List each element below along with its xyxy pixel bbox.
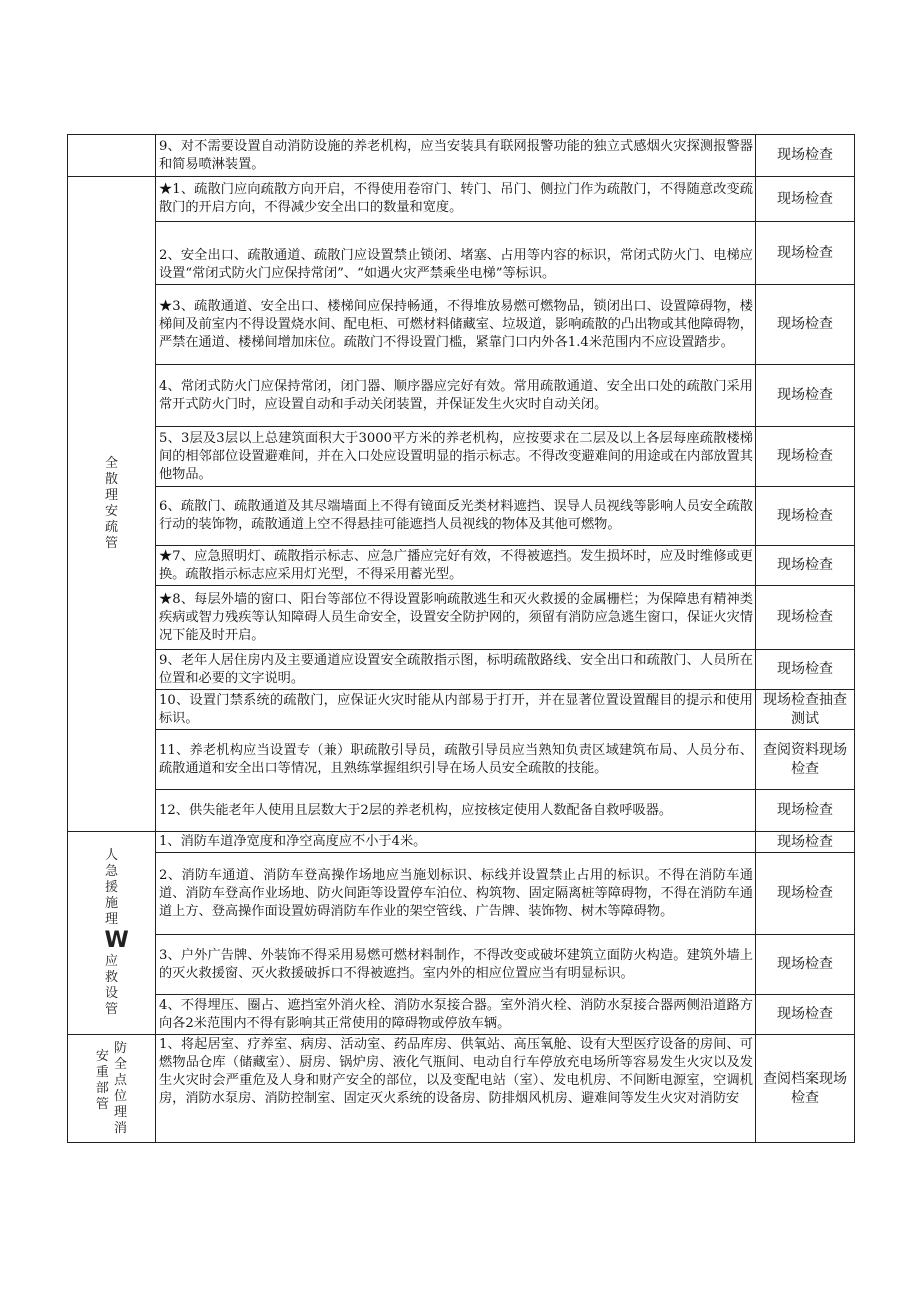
table-row	[68, 365, 855, 427]
category-char: 全	[104, 456, 118, 471]
inspection-method: 现场检查抽查测试	[756, 690, 855, 730]
inspection-method: 查阅档案现场检查	[756, 1035, 855, 1143]
inspection-method: 查阅资料现场检查	[756, 730, 855, 790]
inspection-method: 现场检查	[756, 935, 855, 995]
table-row	[68, 1035, 855, 1143]
category-evacuation	[68, 177, 156, 832]
requirement-text: 2、消防车通道、消防车登高操作场地应当施划标识、标线并设置禁止占用的标识。不得在消防车通道、消防车登高作业场地、防火间距等设置停车泊位、构筑物、固定隔离桩等障碍物，不得在消防车通道上方、登高操作面设置妨碍消防车作业的架空管线、广告牌、装饰物、树木等障碍物。	[156, 853, 756, 935]
category-char: 管	[104, 536, 118, 551]
category-char: 散	[104, 472, 118, 487]
category-key-areas	[68, 1035, 156, 1143]
inspection-method: 现场检查	[756, 285, 855, 365]
inspection-method: 现场检查	[756, 546, 855, 586]
inspection-method: 现场检查	[756, 177, 855, 222]
category-char: 援	[104, 880, 118, 895]
category-mark: W	[104, 928, 129, 953]
fire-safety-checklist-table	[67, 134, 855, 1143]
table-row	[68, 730, 855, 790]
table-row	[68, 135, 855, 177]
category-char: 重	[95, 1064, 109, 1080]
inspection-method: 现场检查	[756, 487, 855, 546]
category-label-left	[104, 848, 129, 1018]
table-row	[68, 935, 855, 995]
category-label-col2	[114, 1041, 128, 1137]
table-row	[68, 177, 855, 222]
category-emergency-rescue	[68, 832, 156, 1035]
inspection-method: 现场检查	[756, 365, 855, 427]
category-char: 位	[114, 1088, 128, 1104]
requirement-text: 11、养老机构应当设置专（兼）职疏散引导员，疏散引导员应当熟知负责区域建筑布局、人员分布、疏散通道和安全出口等情况，且熟练掌握组织引导在场人员安全疏散的技能。	[156, 730, 756, 790]
category-char: 救	[104, 970, 118, 985]
category-char: 急	[104, 864, 118, 879]
inspection-method: 现场检查	[756, 853, 855, 935]
requirement-text: ★1、疏散门应向疏散方向开启，不得使用卷帘门、转门、吊门、侧拉门作为疏散门，不得随意改变疏散门的开启方向，不得减少安全出口的数量和宽度。	[156, 177, 756, 222]
table-row	[68, 285, 855, 365]
inspection-method: 现场检查	[756, 790, 855, 832]
category-char: 点	[114, 1072, 128, 1088]
category-char: 安	[104, 504, 118, 519]
inspection-method: 现场检查	[756, 995, 855, 1035]
category-char: 疏	[104, 520, 118, 535]
category-char: 防	[114, 1040, 128, 1056]
requirement-text: ★8、每层外墙的窗口、阳台等部位不得设置影响疏散逃生和灭火救援的金属栅栏；为保障患有精神类疾病或智力残疾等认知障碍人员生命安全，设置安全防护网的，须留有消防应急逃生窗口，保证火灾情况下能及时开启。	[156, 586, 756, 650]
category-cell-empty	[68, 135, 156, 177]
table-row	[68, 546, 855, 586]
table-row	[68, 853, 855, 935]
table-row	[68, 427, 855, 487]
requirement-text: 1、将起居室、疗养室、病房、活动室、药品库房、供氧站、高压氧舱、设有大型医疗设备的房间、可燃物品仓库（储藏室）、厨房、锅炉房、液化气瓶间、电动自行车停放充电场所等容易发生火灾以及发生火灾时会严重危及人身和财产安全的部位，以及变配电站（室）、发电机房、不间断电源室，空调机房，消防水泵房、消防控制室、固定灭火系统的设备房、防排烟风机房、避难间等发生火灾对消防安	[156, 1035, 756, 1143]
requirement-text: 3、户外广告牌、外装饰不得采用易燃可燃材料制作，不得改变或破坏建筑立面防火构造。建筑外墙上的灭火救援窗、灭火救援破拆口不得被遮挡。室内外的相应位置应当有明显标识。	[156, 935, 756, 995]
category-char: 应	[104, 954, 118, 969]
requirement-text: 5、3层及3层以上总建筑面积大于3000平方米的养老机构，应按要求在二层及以上各层每座疏散楼梯间的相邻部位设置避难间，并在入口处应设置明显的指示标志。不得改变避难间的用途或在内部放置其他物品。	[156, 427, 756, 487]
category-char: 理	[104, 488, 118, 503]
category-label-col1	[95, 1041, 109, 1113]
requirement-text: 6、疏散门、疏散通道及其尽端墙面上不得有镜面反光类材料遮挡、误导人员视线等影响人员安全疏散行动的装饰物，疏散通道上空不得悬挂可能遮挡人员视线的物体及其他可燃物。	[156, 487, 756, 546]
inspection-method: 现场检查	[756, 650, 855, 690]
table-row	[68, 586, 855, 650]
category-char: 理	[104, 912, 118, 927]
category-char: 消	[114, 1120, 128, 1136]
category-char: 人	[104, 848, 118, 863]
category-char: 全	[114, 1056, 128, 1072]
requirement-text: 4、不得埋压、圈占、遮挡室外消火栓、消防水泵接合器。室外消火栓、消防水泵接合器两侧沿道路方向各2米范围内不得有影响其正常使用的障碍物或停放车辆。	[156, 995, 756, 1035]
requirement-text: 9、老年人居住房内及主要通道应设置安全疏散指示图，标明疏散路线、安全出口和疏散门、人员所在位置和必要的文字说明。	[156, 650, 756, 690]
table-row	[68, 650, 855, 690]
inspection-method: 现场检查	[756, 222, 855, 285]
requirement-text: 12、供失能老年人使用且层数大于2层的养老机构，应按核定使用人数配备自救呼吸器。	[156, 790, 756, 832]
requirement-text: 4、常闭式防火门应保持常闭，闭门器、顺序器应完好有效。常用疏散通道、安全出口处的疏散门采用常开式防火门时，应设置自动和手动关闭装置，并保证发生火灾时自动关闭。	[156, 365, 756, 427]
table-row	[68, 832, 855, 853]
requirement-text: 10、设置门禁系统的疏散门，应保证火灾时能从内部易于打开，并在显著位置设置醒目的提示和使用标识。	[156, 690, 756, 730]
category-char: 施	[104, 896, 118, 911]
requirement-text: 1、消防车道净宽度和净空高度应不小于4米。	[156, 832, 756, 853]
table-row	[68, 790, 855, 832]
table-row	[68, 222, 855, 285]
inspection-method: 现场检查	[756, 427, 855, 487]
table-row	[68, 690, 855, 730]
category-char: 管	[104, 1002, 118, 1017]
category-char: 部	[95, 1080, 109, 1096]
requirement-text: 2、安全出口、疏散通道、疏散门应设置禁止锁闭、堵塞、占用等内容的标识，常闭式防火门、电梯应设置“常闭式防火门应保持常闭”、“如遇火灾严禁乘坐电梯”等标识。	[156, 222, 756, 285]
category-char: 理	[114, 1104, 128, 1120]
requirement-text: ★7、应急照明灯、疏散指示标志、应急广播应完好有效，不得被遮挡。发生损坏时，应及时维修或更换。疏散指示标志应采用灯光型，不得采用蓄光型。	[156, 546, 756, 586]
requirement-text: ★3、疏散通道、安全出口、楼梯间应保持畅通，不得堆放易燃可燃物品，锁闭出口、设置障碍物，楼梯间及前室内不得设置烧水间、配电柜、可燃材料储藏室、垃圾道，影响疏散的凸出物或其他障碍物，严禁在通道、楼梯间增加床位。疏散门不得设置门槛，紧靠门口内外各1.4米范围内不应设置踏步。	[156, 285, 756, 365]
requirement-text: 9、对不需要设置自动消防设施的养老机构，应当安装具有联网报警功能的独立式感烟火灾探测报警器和简易喷淋装置。	[156, 135, 756, 177]
inspection-method: 现场检查	[756, 135, 855, 177]
category-char: 设	[104, 986, 118, 1001]
table-row	[68, 487, 855, 546]
category-char: 安	[95, 1048, 109, 1064]
inspection-method: 现场检查	[756, 832, 855, 853]
category-evacuation-label	[105, 456, 119, 552]
inspection-method: 现场检查	[756, 586, 855, 650]
category-char: 管	[95, 1096, 109, 1112]
table-row	[68, 995, 855, 1035]
